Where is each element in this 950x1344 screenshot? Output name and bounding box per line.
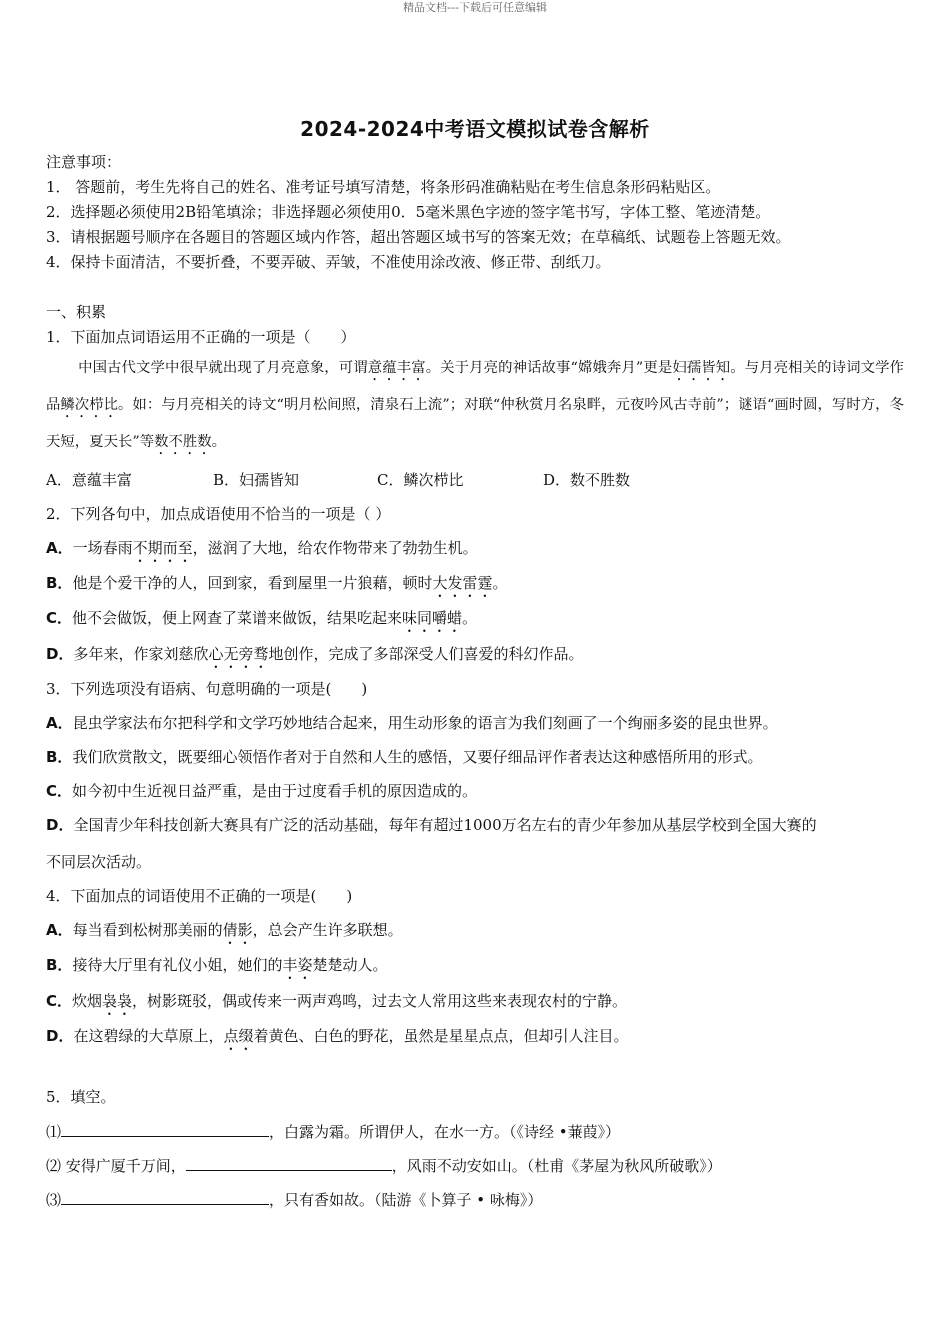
option-label: B． xyxy=(46,574,73,592)
q1-option-b[interactable]: B．妇孺皆知 xyxy=(213,471,300,489)
q3-stem: 3．下列选项没有语病、句意明确的一项是( ) xyxy=(46,680,368,698)
q1-dotted-word-3: 鳞次栉比 xyxy=(60,397,119,413)
dotted-word: 倩影 xyxy=(222,921,253,939)
q4-option-b[interactable] xyxy=(46,955,387,983)
item-number: ⑶ xyxy=(46,1191,62,1209)
q5-item-2 xyxy=(46,1154,722,1176)
fill-blank[interactable] xyxy=(61,1188,269,1205)
q5-item-1 xyxy=(46,1120,620,1142)
q1-option-d[interactable]: D．数不胜数 xyxy=(543,471,631,489)
option-text: 每当看到松树那美丽的 xyxy=(72,921,223,939)
dotted-word: 点缀 xyxy=(223,1027,254,1045)
q4-option-d[interactable] xyxy=(46,1026,629,1054)
option-label: D． xyxy=(46,816,74,834)
item-number: ⑴ xyxy=(46,1123,62,1141)
option-label: A． xyxy=(46,921,73,939)
q1-passage xyxy=(46,350,904,461)
q3-option-a[interactable] xyxy=(46,713,778,733)
fill-blank[interactable] xyxy=(186,1154,392,1171)
option-label: A． xyxy=(46,539,73,557)
option-text: 在这碧绿的大草原上， xyxy=(73,1027,224,1045)
q1-options xyxy=(46,470,630,490)
dotted-idiom: 心无旁骛 xyxy=(208,645,269,663)
option-text: 。 xyxy=(462,609,478,627)
option-text: ，总会产生许多联想。 xyxy=(252,921,403,939)
item-text: ⑵ 安得广厦千万间， xyxy=(46,1157,186,1175)
option-text: 地创作，完成了多部深受人们喜爱的科幻作品。 xyxy=(268,645,584,663)
section-heading: 一、积累 xyxy=(46,303,107,321)
option-text: 一场春雨 xyxy=(72,539,133,557)
q4-stem: 4．下面加点的词语使用不正确的一项是( ) xyxy=(46,887,353,905)
q5-stem: 5．填空。 xyxy=(46,1088,116,1106)
page-title: 2024-2024中考语文模拟试卷含解析 xyxy=(300,117,650,141)
notice-heading: 注意事项： xyxy=(46,153,122,171)
item-text: ，白露为霜。所谓伊人，在水一方。（《诗经 •蒹葭》） xyxy=(269,1123,621,1141)
q4-option-a[interactable] xyxy=(46,920,403,948)
q1-passage-text-1: 中国古代文学中很早就出现了月亮意象，可谓 xyxy=(78,360,368,376)
q4-option-c[interactable] xyxy=(46,991,627,1019)
option-text: 昆虫学家法布尔把科学和文学巧妙地结合起来，用生动形象的语言为我们刻画了一个绚丽多姿的昆虫世界。 xyxy=(72,714,778,732)
dotted-idiom: 不期而至 xyxy=(132,539,193,557)
dotted-word: 袅袅 xyxy=(102,992,133,1010)
q2-option-a[interactable] xyxy=(46,538,478,566)
option-text: 我们欣赏散文，既要细心领悟作者对于自然和人生的感悟，又要仔细品评作者表达这种感悟所用的形式。 xyxy=(72,748,763,766)
option-text: 多年来，作家刘慈欣 xyxy=(73,645,209,663)
q3-option-d[interactable] xyxy=(46,815,817,835)
q3-option-d-continued: 不同层次活动。 xyxy=(46,853,152,871)
option-text: 着黄色、白色的野花，虽然是星星点点，但却引人注目。 xyxy=(253,1027,629,1045)
q1-dotted-word-4: 数不胜数 xyxy=(154,434,212,450)
dotted-idiom: 大发雷霆 xyxy=(432,574,493,592)
option-label: C． xyxy=(46,992,73,1010)
option-label: C． xyxy=(46,609,73,627)
option-label: B． xyxy=(46,956,73,974)
notice-item-1: 1． 答题前，考生先将自己的姓名、准考证号填写清楚，将条形码准确粘贴在考生信息条形码粘贴区。 xyxy=(46,178,721,196)
watermark-text: 精品文档---下载后可任意编辑 xyxy=(403,1,547,14)
option-text: ，滋润了大地，给农作物带来了勃勃生机。 xyxy=(192,539,478,557)
notice-item-3: 3．请根据题号顺序在各题目的答题区域内作答，超出答题区域书写的答案无效；在草稿纸、试题卷上答题无效。 xyxy=(46,228,791,246)
q1-passage-text-4: 。如：与月亮相关的诗文“明月松间照，清泉石上流”；对联“仲秋赏月名泉畔，元夜吟风古寺前”；谜语“画时圆，写时方，冬天短，夏天长”等 xyxy=(46,397,904,450)
option-text: 他不会做饭，便上网查了菜谱来做饭，结果吃起来 xyxy=(72,609,403,627)
option-text: 他是个爱干净的人，回到家，看到屋里一片狼藉，顿时 xyxy=(72,574,433,592)
q3-option-b[interactable] xyxy=(46,747,762,767)
option-text: 接待大厅里有礼仪小姐，她们的 xyxy=(72,956,283,974)
q1-dotted-word-2: 妇孺皆知 xyxy=(672,360,731,376)
option-text: 楚楚动人。 xyxy=(312,956,388,974)
option-text: 炊烟 xyxy=(72,992,103,1010)
q1-dotted-word-1: 意蕴丰富 xyxy=(367,360,426,376)
item-text: ，只有香如故。（陆游《卜算子 • 咏梅》） xyxy=(269,1191,543,1209)
notice-item-4: 4．保持卡面清洁，不要折叠，不要弄破、弄皱，不准使用涂改液、修正带、刮纸刀。 xyxy=(46,253,611,271)
q2-stem: 2．下列各句中，加点成语使用不恰当的一项是（ ） xyxy=(46,505,391,523)
option-text: 全国青少年科技创新大赛具有广泛的活动基础，每年有超过1000万名左右的青少年参加从基层学校到全国大赛的 xyxy=(73,816,817,834)
option-label: A． xyxy=(46,714,73,732)
q1-passage-text-3: 。与月亮相关的诗词文学作品 xyxy=(46,360,904,413)
option-label: D． xyxy=(46,645,74,663)
q3-option-c[interactable] xyxy=(46,781,477,801)
q1-passage-text-5: 。 xyxy=(211,434,227,450)
option-label: D． xyxy=(46,1027,74,1045)
q1-passage-text-2: 。关于月亮的神话故事“嫦娥奔月”更是 xyxy=(425,360,673,376)
notice-item-2: 2．选择题必须使用2B铅笔填涂；非选择题必须使用0．5毫米黑色字迹的签字笔书写，字体工整、笔迹清楚。 xyxy=(46,203,771,221)
option-label: C． xyxy=(46,782,73,800)
option-text: 如今初中生近视日益严重，是由于过度看手机的原因造成的。 xyxy=(72,782,478,800)
q5-item-3 xyxy=(46,1188,542,1210)
fill-blank[interactable] xyxy=(61,1120,269,1137)
dotted-word: 丰姿 xyxy=(282,956,313,974)
option-text: 。 xyxy=(492,574,508,592)
option-label: B． xyxy=(46,748,73,766)
q1-stem: 1．下面加点词语运用不正确的一项是（ ） xyxy=(46,328,356,346)
q2-option-d[interactable] xyxy=(46,644,584,672)
q1-option-a[interactable]: A．意蕴丰富 xyxy=(46,471,132,489)
q1-option-c[interactable]: C．鳞次栉比 xyxy=(377,471,464,489)
item-text: ，风雨不动安如山。（杜甫《茅屋为秋风所破歌》） xyxy=(391,1157,722,1175)
option-text: ，树影斑驳，偶或传来一两声鸡鸣，过去文人常用这些来表现农村的宁静。 xyxy=(132,992,628,1010)
dotted-idiom: 味同嚼蜡 xyxy=(402,609,463,627)
q2-option-b[interactable] xyxy=(46,573,507,601)
q2-option-c[interactable] xyxy=(46,608,477,636)
